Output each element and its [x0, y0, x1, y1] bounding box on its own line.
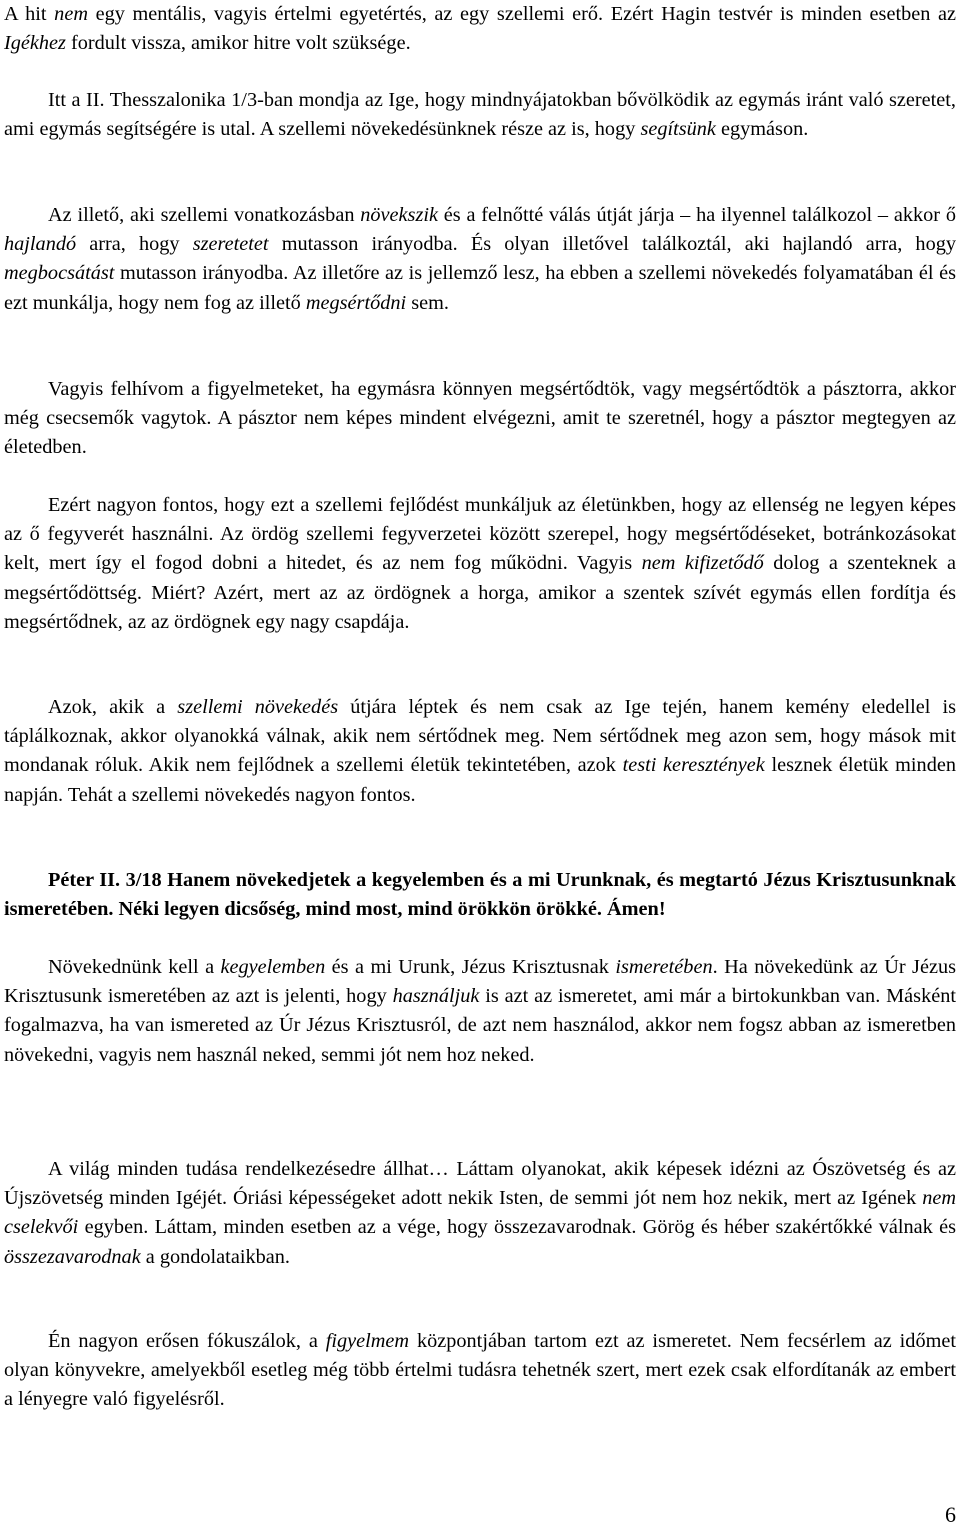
emphasis-text: kegyelemben [220, 956, 326, 978]
emphasis-text: összezavarodnak [4, 1245, 141, 1268]
paragraph-4 [4, 375, 956, 463]
body-text: Itt a II. Thesszalonika 1/3-ban mondja az Ige, hogy mindnyájatokban bővölködik az egymás iránt való szeretet, ami egymás segítségére is utal. A szellemi növekedésünknek része az is, hogy [4, 89, 956, 141]
body-text: A világ minden tudása rendelkezésedre állhat… Láttam olyanokat, akik képesek idézni az Ószövetség és az Újszövetség minden Igéjét. Óriási képességeket adott nekik Isten, de semmi jót nem hoz nekik, mert az Igének [4, 1158, 956, 1210]
paragraph-6 [4, 693, 956, 810]
body-text: mutasson irányodba. És olyan illetővel találkoztál, aki hajlandó arra, hogy [268, 233, 956, 256]
body-text: egyben. Láttam, minden esetben az a vége, hogy összezavarodnak. Görög és héber szakértőkké válnak és [78, 1216, 956, 1239]
paragraph-5 [4, 491, 956, 637]
emphasis-text: megsértődni [305, 291, 407, 314]
emphasis-text: figyelmem [325, 1330, 410, 1352]
body-text: egy mentális, vagyis értelmi egyetértés, az egy szellemi erő. Ezért Hagin testvér is minden esetben az [87, 3, 956, 25]
emphasis-text: segítsünk [640, 118, 716, 141]
paragraph-1 [4, 0, 956, 58]
emphasis-text: nem kifizetődő [641, 552, 764, 575]
emphasis-text: Igékhez [4, 32, 66, 55]
body-text: és a felnőtté válás útját járja – ha ilyennel találkozol – akkor ő [437, 204, 956, 226]
body-text: Ezért nagyon fontos, hogy ezt a szellemi fejlődést munkáljuk az életünkben, hogy az ellenség ne legyen képes az ő fegyverét használni. Az ördög szellemi fegyverzetei között szerepel, hogy megsértődéseket, botránkozásokat kelt, mert így el fogod dobni a hitedet, és az nem fog működni. Vagyis [4, 494, 956, 575]
body-text: . Ha növekedünk az Úr Jézus Krisztusunk ismeretében az azt is jelenti, hogy [4, 956, 956, 1008]
paragraph-2 [4, 86, 956, 144]
emphasis-text: ismeretében [615, 956, 713, 978]
body-text: útjára léptek és nem csak az Ige tején, hanem kemény eledellel is táplálkoznak, akkor olyanokká válnak, akik nem sértődnek meg. Nem sértődnek meg azon sem, hogy mások mit mondanak róluk. Akik nem fejlődnek a szellemi életük tekintetében, azok [4, 696, 957, 777]
scripture-quote [4, 866, 956, 924]
paragraph-3 [4, 201, 956, 318]
emphasis-text: hajlandó [4, 233, 77, 256]
emphasis-text: növekszik [360, 204, 438, 226]
body-text: A hit [4, 3, 55, 25]
body-text: Az illető, aki szellemi vonatkozásban [48, 204, 361, 226]
body-text: Én nagyon erősen fókuszálok, a [48, 1330, 326, 1352]
emphasis-text: nem [54, 3, 88, 25]
emphasis-text: használjuk [392, 985, 480, 1008]
paragraph-8 [4, 953, 956, 1070]
body-text: Növekednünk kell a [48, 956, 221, 978]
body-text: lesznek életük minden napján. Tehát a szellemi növekedés nagyon fontos. [4, 754, 956, 806]
emphasis-text: szellemi növekedés [177, 696, 339, 718]
bold-text: Péter II. 3/18 Hanem növekedjetek a kegyelemben és a mi Urunknak, és megtartó Jézus Krisztusunknak ismeretében. Néki legyen dicsőség, mind most, mind örökkön örökké. Ámen! [4, 869, 956, 921]
body-text: arra, hogy [76, 233, 193, 256]
emphasis-text: nem cselekvői [4, 1187, 956, 1239]
body-text: mutasson irányodba. Az illetőre az is jellemző lesz, ha ebben a szellemi növekedés folyamatában él és ezt munkálja, hogy nem fog az illető [4, 262, 956, 314]
emphasis-text: szeretetet [192, 233, 269, 256]
body-text: Azok, akik a [48, 696, 178, 718]
body-text: sem. [406, 291, 449, 314]
body-text: dolog a szenteknek a megsértődöttség. Miért? Azért, mert az az ördögnek a horga, amikor a szentek szívét egymás ellen fordítja és megsértődnek, az az ördögnek egy nagy csapdája. [4, 552, 956, 633]
emphasis-text: megbocsátást [4, 262, 115, 285]
body-text: a gondolataikban. [140, 1245, 290, 1268]
body-text: Vagyis felhívom a figyelmeteket, ha egymásra könnyen megsértődtök, vagy megsértődtök a pásztorra, akkor még csecsemők vagytok. A pásztor nem képes mindent elvégezni, amit te szeretnél, hogy a pásztor megtegyen az életedben. [4, 378, 956, 459]
paragraph-10 [4, 1327, 956, 1415]
emphasis-text: testi keresztények [622, 754, 765, 777]
body-text: is azt az ismeretet, ami már a birtokunkban van. Másként fogalmazva, ha van ismereted az Úr Jézus Krisztusról, de azt nem használod, akkor nem fogsz abban az ismeretben növekedni, vagyis nem használ neked, semmi jót nem hoz neked. [4, 985, 956, 1066]
paragraph-9 [4, 1155, 956, 1272]
body-text: és a mi Urunk, Jézus Krisztusnak [325, 956, 616, 978]
page-number: 6 [945, 1502, 956, 1527]
body-text: egymáson. [715, 118, 809, 141]
body-text: központjában tartom ezt az ismeretet. Nem fecsérlem az időmet olyan könyvekre, amelyekből esetleg még több értelmi tudásra tehetnék szert, mert ezek csak elfordítanák az embert a lényegre való figyelésről. [4, 1330, 957, 1411]
body-text: fordult vissza, amikor hitre volt szüksége. [65, 32, 411, 55]
